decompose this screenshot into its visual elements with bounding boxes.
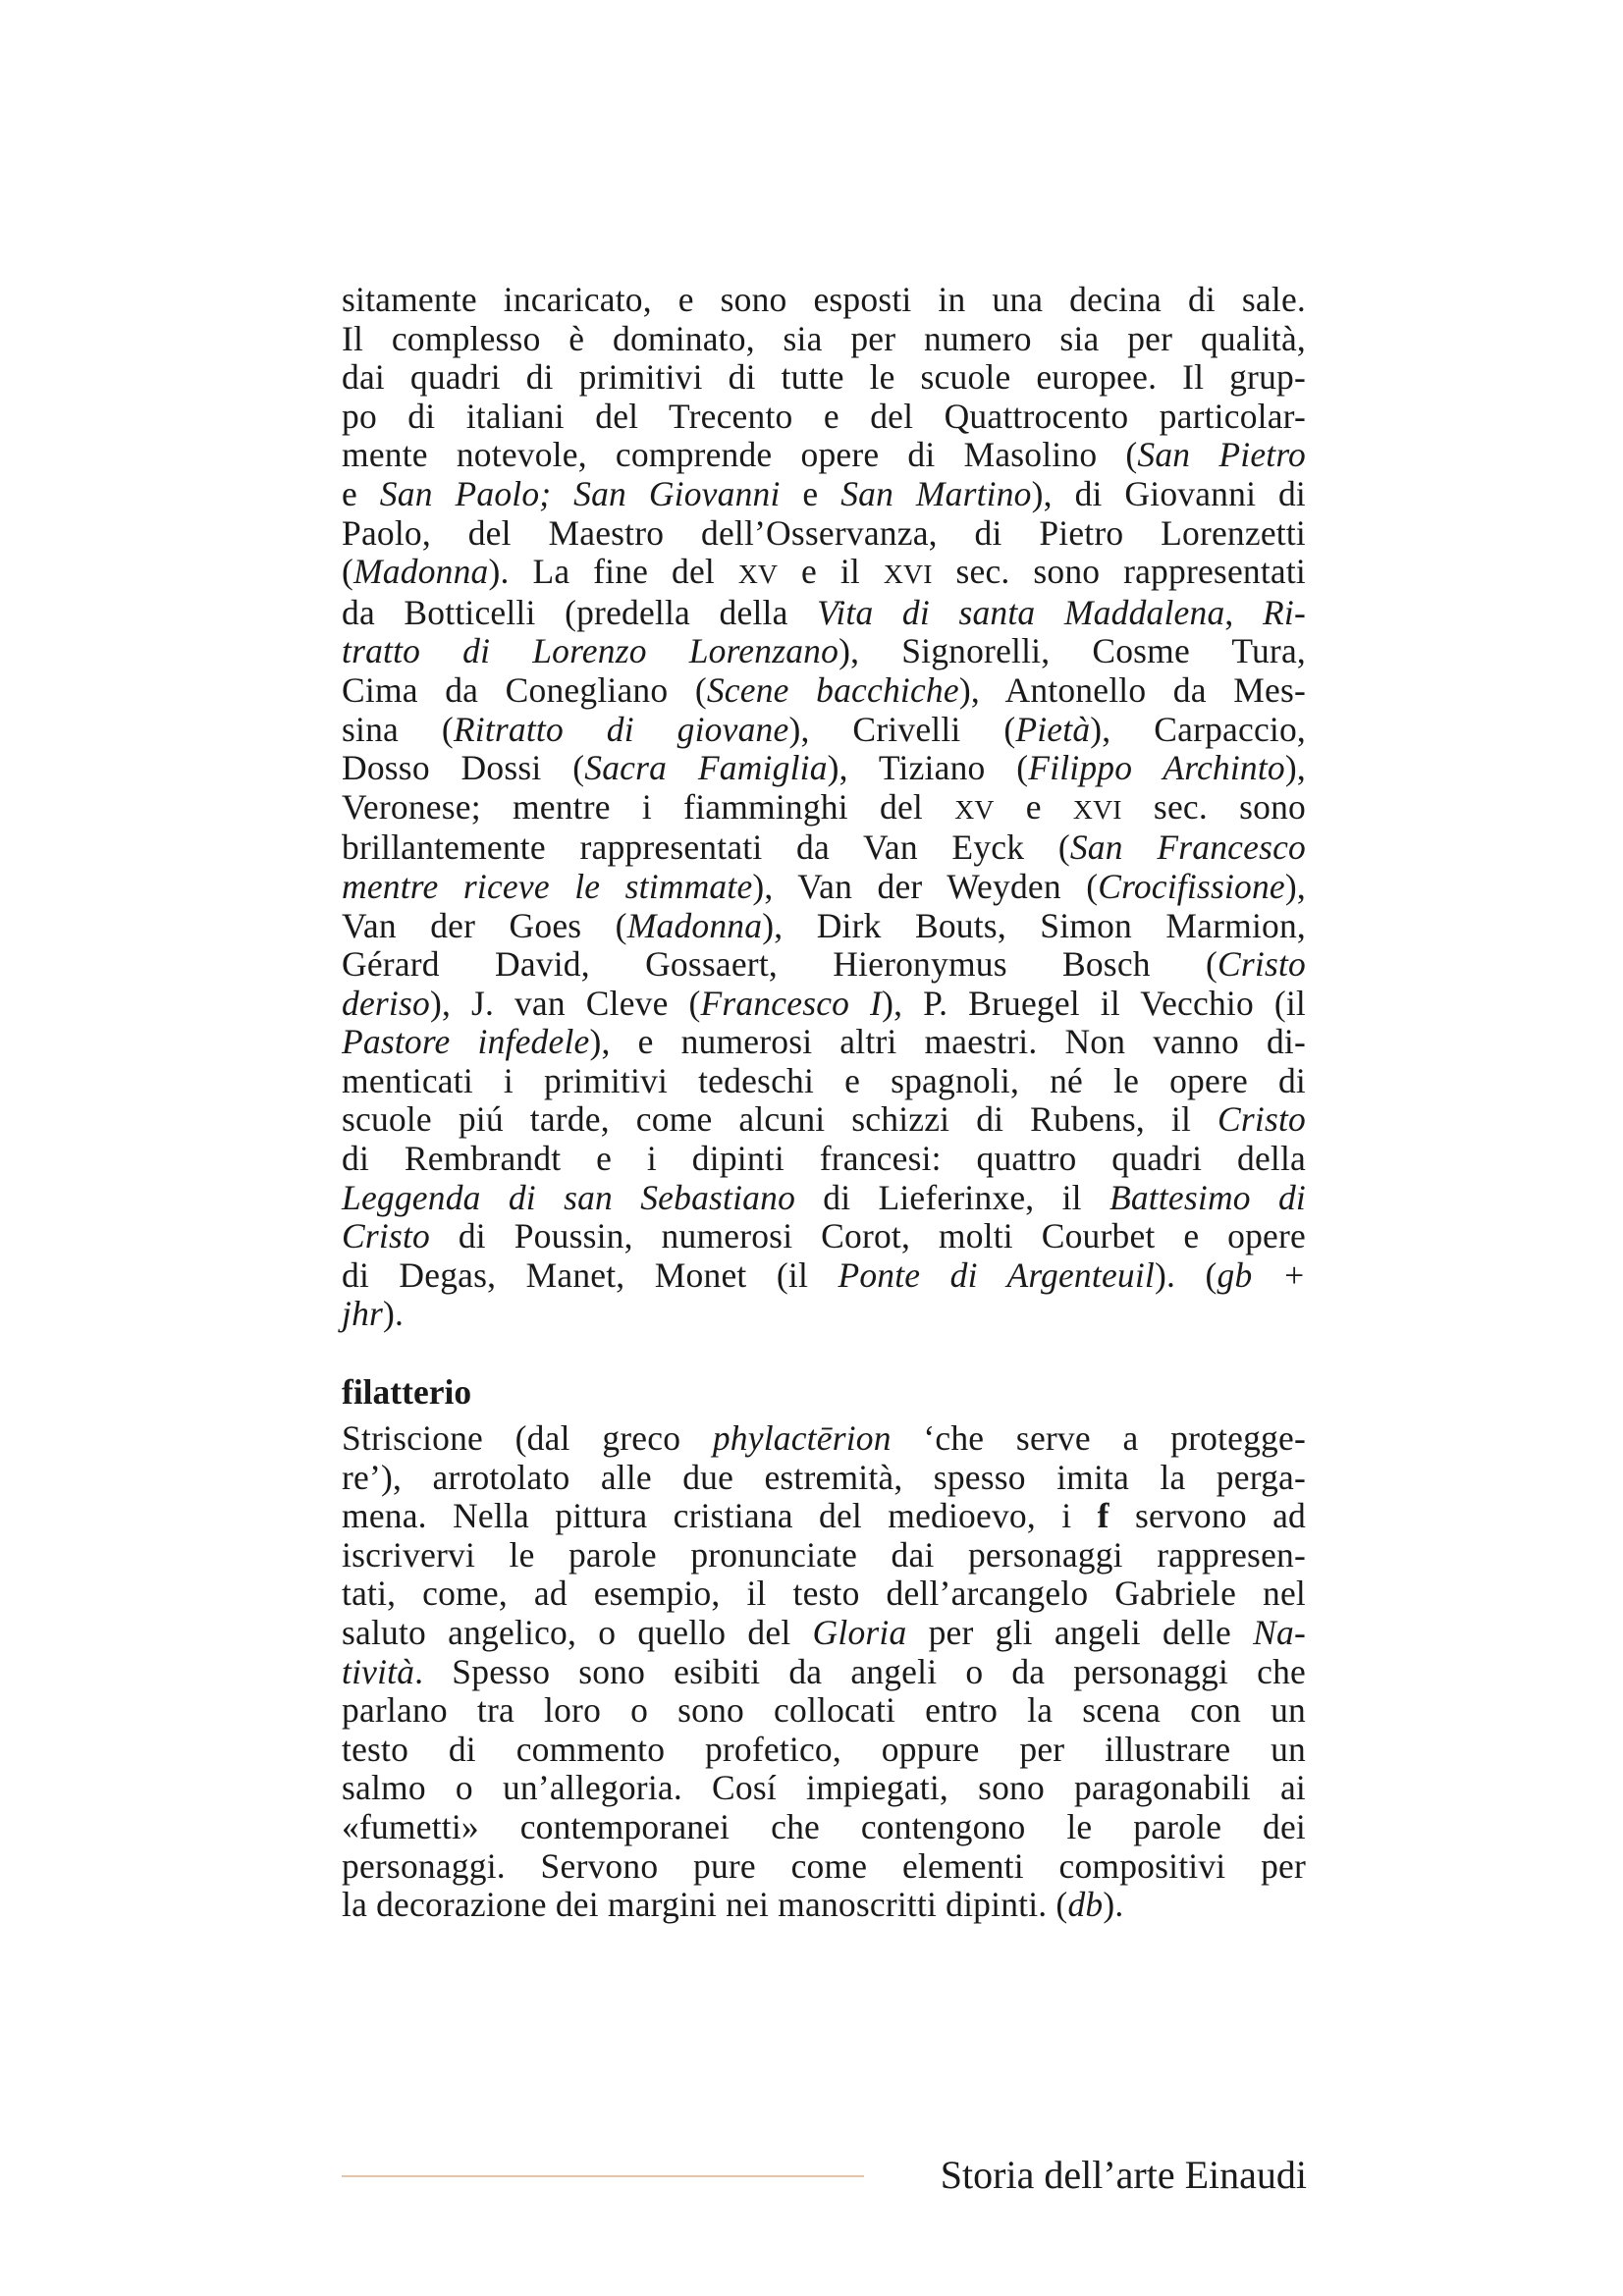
text-line: [342, 1062, 1306, 1101]
text-run: ,: [1224, 592, 1264, 632]
italic-run: Scene bacchiche: [706, 669, 959, 710]
italic-run: mentre riceve le stimmate: [342, 866, 753, 906]
text-run: ), Carpaccio,: [1090, 709, 1307, 749]
italic-run: Gloria: [812, 1612, 907, 1652]
text-run: sitamente incaricato, e sono esposti in una decina di sale.: [342, 280, 1306, 319]
text-run: personaggi. Servono pure come elementi compositivi per: [342, 1845, 1306, 1886]
bold-run: f: [1097, 1496, 1109, 1536]
italic-run: Na-: [1253, 1612, 1306, 1652]
text-line: [342, 398, 1306, 437]
footer-title: Storia dell’arte Einaudi: [940, 2153, 1307, 2197]
text-line: [342, 985, 1306, 1024]
italic-run: Vita di santa Maddalena: [817, 592, 1225, 632]
text-run: di Poussin, numerosi Corot, molti Courbet e opere: [430, 1216, 1306, 1256]
text-run: tati, come, ad esempio, il testo dell’arcangelo Gabriele nel: [342, 1574, 1306, 1614]
text-line: [342, 868, 1306, 907]
text-line: [342, 1614, 1306, 1653]
body-paragraph: [342, 281, 1306, 1334]
italic-run: gb +: [1217, 1255, 1306, 1295]
text-run: re’), arrotolato alle due estremità, spesso imita la perga-: [342, 1457, 1306, 1497]
text-line: [342, 1497, 1306, 1536]
text-run: ).: [1103, 1885, 1124, 1925]
italic-run: Ri-: [1263, 592, 1306, 632]
italic-run: Cristo: [342, 1216, 430, 1256]
text-run: Il complesso è dominato, sia per numero sia per qualità,: [342, 318, 1306, 358]
text-line: [342, 436, 1306, 475]
text-run: Dosso Dossi (: [342, 748, 585, 788]
text-run: ), Crivelli (: [788, 709, 1016, 749]
text-run: ).: [383, 1294, 405, 1334]
text-line: [342, 907, 1306, 946]
entry-heading: filatterio: [342, 1372, 472, 1412]
italic-run: Ritratto di giovane: [453, 709, 789, 749]
italic-run: Francesco I: [700, 983, 883, 1023]
text-run: ), Van der Weyden (: [752, 866, 1099, 906]
text-run: ),: [1284, 748, 1306, 788]
text-line: [342, 1731, 1306, 1770]
text-run: . Spesso sono esibiti da angeli o da personaggi che: [414, 1651, 1306, 1691]
text-run: sina (: [342, 709, 454, 749]
definition-paragraph: [342, 1419, 1306, 1925]
text-line: [342, 358, 1306, 398]
text-run: ), J. van Cleve (: [429, 983, 701, 1023]
text-run: ‘che serve a protegge-: [891, 1418, 1306, 1458]
text-line: [342, 1653, 1306, 1692]
text-line: [342, 711, 1306, 750]
italic-run: Leggenda di san Sebastiano: [342, 1177, 796, 1217]
text-run: per gli angeli delle: [906, 1612, 1254, 1652]
italic-run: Pastore infedele: [342, 1022, 590, 1062]
text-run: Paolo, del Maestro dell’Osservanza, di Pietro Lorenzetti: [342, 512, 1306, 553]
small-caps-numeral: XV: [737, 559, 779, 590]
text-line: [342, 594, 1306, 633]
text-line: [342, 553, 1306, 594]
text-run: saluto angelico, o quello del: [342, 1612, 813, 1652]
text-line: [342, 788, 1306, 829]
italic-run: San Pietro: [1137, 435, 1306, 475]
text-line: [342, 1808, 1306, 1847]
text-line: [342, 945, 1306, 985]
text-run: testo di commento profetico, oppure per illustrare un: [342, 1729, 1306, 1769]
text-run: mena. Nella pittura cristiana del medioevo, i: [342, 1496, 1098, 1536]
text-line: [342, 1575, 1306, 1614]
text-run: di Degas, Manet, Monet (il: [342, 1255, 839, 1295]
text-run: dai quadri di primitivi di tutte le scuole europee. Il grup-: [342, 357, 1306, 398]
italic-run: Pietà: [1015, 709, 1091, 749]
text-line: [342, 514, 1306, 554]
text-run: mente notevole, comprende opere di Masolino (: [342, 435, 1138, 475]
text-run: scuole piú tarde, come alcuni schizzi di Rubens, il: [342, 1099, 1217, 1140]
text-line: [342, 475, 1306, 514]
text-run: Veronese; mentre i fiamminghi del XV e XVI sec. sono: [342, 786, 1306, 827]
italic-run: Cristo: [1217, 944, 1306, 985]
text-run: la decorazione dei margini nei manoscritti dipinti. (: [342, 1885, 1068, 1925]
text-run: di Rembrandt e i dipinti francesi: quattro quadri della: [342, 1139, 1306, 1179]
text-run: (: [342, 552, 354, 592]
text-line: [342, 1295, 1306, 1334]
text-run: ), Tiziano (: [827, 748, 1029, 788]
text-line: [342, 749, 1306, 788]
italic-run: San Paolo; San Giovanni: [379, 473, 781, 513]
text-run: parlano tra loro o sono collocati entro la scena con un: [342, 1690, 1306, 1731]
italic-run: Crocifissione: [1098, 866, 1285, 906]
text-line: [342, 1179, 1306, 1218]
text-line: [342, 1140, 1306, 1179]
italic-run: Madonna: [353, 552, 489, 592]
text-run: ). La fine del XV e il XVI sec. sono rappresentati: [488, 552, 1306, 592]
text-line: [342, 1419, 1306, 1459]
text-run: e: [780, 473, 841, 513]
italic-run: Madonna: [626, 905, 763, 945]
text-line: [342, 632, 1306, 671]
italic-run: Ponte di Argenteuil: [838, 1255, 1155, 1295]
text-run: «fumetti» contemporanei che contengono le parole dei: [342, 1806, 1306, 1846]
small-caps-numeral: XV: [954, 793, 995, 825]
text-line: [342, 320, 1306, 359]
text-run: ),: [1284, 866, 1306, 906]
italic-run: Cristo: [1217, 1099, 1306, 1140]
text-line: [342, 1691, 1306, 1731]
italic-run: phylactērion: [712, 1418, 892, 1458]
text-line: [342, 281, 1306, 320]
italic-run: San Francesco: [1069, 828, 1306, 868]
text-line: [342, 1536, 1306, 1575]
italic-run: tratto di Lorenzo Lorenzano: [342, 631, 839, 671]
text-line: [342, 1023, 1306, 1062]
text-run: menticati i primitivi tedeschi e spagnoli, né le opere di: [342, 1060, 1306, 1100]
small-caps-numeral: XVI: [883, 559, 933, 590]
text-run: Cima da Conegliano (: [342, 669, 707, 710]
text-run: po di italiani del Trecento e del Quattrocento particolar-: [342, 396, 1306, 436]
text-run: Gérard David, Gossaert, Hieronymus Bosch (: [342, 944, 1217, 985]
italic-run: Filippo Archinto: [1028, 748, 1285, 788]
text-run: da Botticelli (predella della: [342, 592, 818, 632]
small-caps-numeral: XVI: [1072, 793, 1122, 825]
text-run: ). (: [1154, 1255, 1217, 1295]
footer-rule: [342, 2175, 864, 2177]
text-run: ), e numerosi altri maestri. Non vanno di-: [589, 1022, 1306, 1062]
italic-run: Sacra Famiglia: [584, 748, 828, 788]
italic-run: San Martino: [840, 473, 1032, 513]
text-line: [342, 1769, 1306, 1808]
text-run: ), Antonello da Mes-: [958, 669, 1306, 710]
italic-run: jhr: [342, 1294, 384, 1334]
italic-run: deriso: [342, 983, 430, 1023]
text-line: [342, 1100, 1306, 1140]
italic-run: Battesimo di: [1109, 1177, 1306, 1217]
text-line: [342, 828, 1306, 868]
text-line: [342, 1459, 1306, 1498]
text-run: e: [342, 473, 380, 513]
text-run: Van der Goes (: [342, 905, 627, 945]
text-run: iscrivervi le parole pronunciate dai personaggi rappresen-: [342, 1534, 1306, 1575]
text-line: [342, 1256, 1306, 1296]
text-run: ), di Giovanni di: [1031, 473, 1306, 513]
italic-run: tività: [342, 1651, 415, 1691]
text-run: ), Signorelli, Cosme Tura,: [839, 631, 1306, 671]
italic-run: db: [1067, 1885, 1104, 1925]
text-line: [342, 1217, 1306, 1256]
text-line: [342, 671, 1306, 711]
text-run: di Lieferinxe, il: [795, 1177, 1109, 1217]
text-run: ), Dirk Bouts, Simon Marmion,: [762, 905, 1307, 945]
text-run: salmo o un’allegoria. Cosí impiegati, sono paragonabili ai: [342, 1768, 1306, 1808]
text-run: servono ad: [1109, 1496, 1306, 1536]
text-run: brillantemente rappresentati da Van Eyck (: [342, 828, 1070, 868]
text-line: [342, 1886, 1306, 1925]
text-line: [342, 1847, 1306, 1887]
text-run: Striscione (dal greco: [342, 1418, 713, 1458]
text-run: ), P. Bruegel il Vecchio (il: [882, 983, 1306, 1023]
